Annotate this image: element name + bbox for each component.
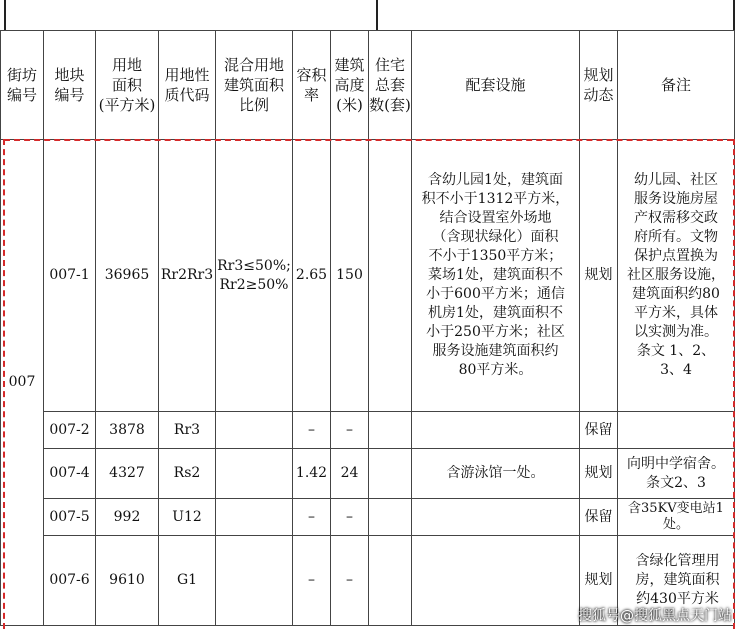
mix-ratio-cell: Rr3≤50%; Rr2≥50% — [216, 140, 293, 412]
header-land-area: 用地 面积 (平方米) — [96, 31, 159, 140]
mix-ratio-cell — [216, 499, 293, 536]
header-far: 容积 率 — [293, 31, 331, 140]
height-cell: – — [331, 499, 369, 536]
status-cell: 保留 — [580, 412, 618, 449]
code-cell: Rs2 — [159, 449, 216, 499]
highlight-frame-top — [4, 139, 733, 141]
header-block-id: 街坊 编号 — [1, 31, 44, 140]
facility-cell: 含游泳馆一处。 — [412, 449, 580, 499]
height-cell: 24 — [331, 449, 369, 499]
far-cell: 1.42 — [293, 449, 331, 499]
watermark: 搜狐号@搜狐黑点天门站 — [578, 608, 732, 624]
header-mixed-ratio: 混合用地 建筑面积 比例 — [216, 31, 293, 140]
parcel-cell: 007-1 — [44, 140, 96, 412]
mix-ratio-cell — [216, 412, 293, 449]
header-height: 建筑 高度 (米) — [331, 31, 369, 140]
status-cell: 规划 — [580, 449, 618, 499]
area-cell: 4327 — [96, 449, 159, 499]
code-cell: Rr2Rr3 — [159, 140, 216, 412]
parcel-cell: 007-4 — [44, 449, 96, 499]
header-notes: 备注 — [618, 31, 735, 140]
land-use-table — [0, 30, 735, 626]
highlight-frame-right — [733, 139, 735, 629]
table-row — [1, 412, 735, 449]
facility-cell — [412, 536, 580, 626]
area-cell: 36965 — [96, 140, 159, 412]
block-id-cell: 007 — [1, 140, 44, 626]
mix-ratio-cell — [216, 536, 293, 626]
code-cell: G1 — [159, 536, 216, 626]
header-units: 住宅 总套 数(套) — [369, 31, 412, 140]
mix-ratio-cell — [216, 449, 293, 499]
header-facilities: 配套设施 — [412, 31, 580, 140]
height-cell: 150 — [331, 140, 369, 412]
header-status: 规划 动态 — [580, 31, 618, 140]
units-cell — [369, 412, 412, 449]
parcel-cell: 007-5 — [44, 499, 96, 536]
previous-table-row — [0, 0, 740, 30]
far-cell: – — [293, 412, 331, 449]
far-cell: – — [293, 499, 331, 536]
status-cell: 保留 — [580, 499, 618, 536]
note-cell: 幼儿园、社区 服务设施房屋 产权需移交政 府所有。文物 保护点置换为 社区服务设施， 建筑面积约80 平方米，具体 以实测为准。 条文 1、2、 3、4 — [618, 140, 735, 412]
parcel-cell: 007-2 — [44, 412, 96, 449]
code-cell: Rr3 — [159, 412, 216, 449]
header-parcel-id: 地块 编号 — [44, 31, 96, 140]
note-cell: 含绿化管理用 房，建筑面积 约430平方米 — [618, 536, 735, 626]
units-cell — [369, 536, 412, 626]
code-cell: U12 — [159, 499, 216, 536]
note-cell: 含35KV变电站1 处。 — [618, 499, 735, 536]
header-land-code: 用地性 质代码 — [159, 31, 216, 140]
note-cell: 向明中学宿舍。 条文2、3 — [618, 449, 735, 499]
status-cell: 规划 — [580, 140, 618, 412]
area-cell: 9610 — [96, 536, 159, 626]
far-cell: – — [293, 536, 331, 626]
area-cell: 992 — [96, 499, 159, 536]
height-cell: – — [331, 412, 369, 449]
facility-cell: 含幼儿园1处，建筑面 积不小于1312平方米， 结合设置室外场地 （含现状绿化）面积 不小于1350平方米； 菜场1处，建筑面积不 小于600平方米；通信 机房1处，建筑面积不 小于250平方米；社区 服务设施建筑面积约 80平方米。 — [412, 140, 580, 412]
highlight-frame-left — [3, 139, 5, 629]
facility-cell — [412, 499, 580, 536]
far-cell: 2.65 — [293, 140, 331, 412]
table-row — [1, 449, 735, 499]
units-cell — [369, 449, 412, 499]
height-cell: – — [331, 536, 369, 626]
note-cell — [618, 412, 735, 449]
table-row — [1, 140, 735, 412]
header-row — [1, 31, 735, 140]
area-cell: 3878 — [96, 412, 159, 449]
parcel-cell: 007-6 — [44, 536, 96, 626]
status-cell: 规划 — [580, 536, 618, 626]
units-cell — [369, 140, 412, 412]
facility-cell — [412, 412, 580, 449]
units-cell — [369, 499, 412, 536]
table-row — [1, 499, 735, 536]
